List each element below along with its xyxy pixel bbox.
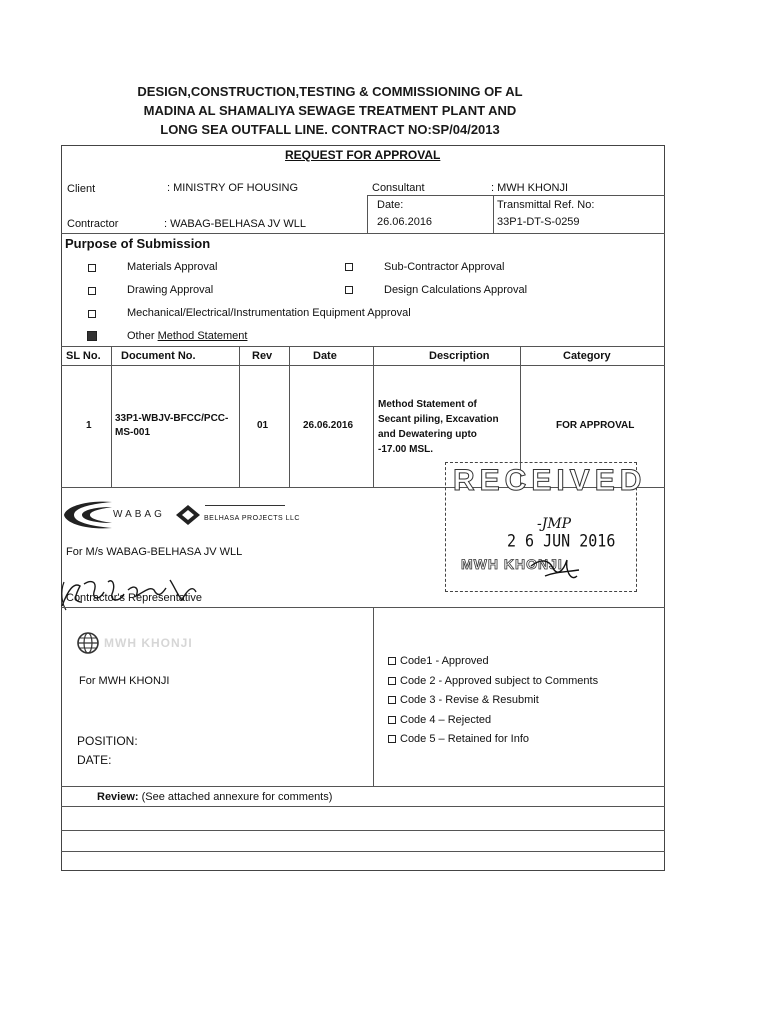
code-5-checkbox[interactable] — [388, 735, 396, 743]
code-2-checkbox[interactable] — [388, 677, 396, 685]
desc-line-4: -17.00 MSL. — [378, 444, 434, 455]
stamp-signature — [527, 546, 587, 586]
consultant-date-label: DATE: — [77, 753, 112, 767]
stamp-received-text: RECEIVED — [453, 464, 647, 497]
purpose-heading: Purpose of Submission — [65, 236, 211, 251]
cell-doc-no — [115, 412, 228, 440]
code-5-label: Code 5 – Retained for Info — [400, 733, 530, 746]
code-2-label: Code 2 - Approved subject to Comments — [400, 674, 599, 687]
cell-date: 26.06.2016 — [303, 420, 354, 431]
divider — [61, 346, 665, 347]
date-label: Date: — [377, 199, 404, 211]
title-line-1: DESIGN,CONSTRUCTION,TESTING & COMMISSIONING OF AL — [137, 84, 523, 99]
position-label: POSITION: — [77, 734, 138, 748]
divider — [367, 195, 368, 233]
divider — [367, 195, 665, 196]
doc-no-line-1: 33P1-WBJV-BFCC/PCC- — [115, 413, 229, 424]
review-line — [97, 791, 332, 803]
code-4-option[interactable] — [388, 711, 598, 731]
title-line-3: LONG SEA OUTFALL LINE. CONTRACT NO:SP/04/2013 — [160, 122, 500, 137]
wabag-swoosh-logo — [60, 498, 118, 532]
code-1-checkbox[interactable] — [388, 657, 396, 665]
materials-checkbox[interactable] — [88, 264, 96, 272]
col-header-category: Category — [563, 350, 611, 362]
consultant-label: Consultant — [372, 182, 425, 194]
divider — [61, 607, 665, 608]
cell-category: FOR APPROVAL — [556, 420, 635, 431]
contractor-value: : WABAG-BELHASA JV WLL — [164, 218, 307, 230]
code-4-checkbox[interactable] — [388, 716, 396, 724]
review-note: (See attached annexure for comments) — [141, 791, 333, 803]
mwh-globe-icon — [77, 632, 99, 654]
design-calc-checkbox[interactable] — [345, 286, 353, 294]
approval-codes-list — [388, 652, 598, 750]
code-3-option[interactable] — [388, 691, 598, 711]
divider — [239, 346, 240, 487]
stamp-date: 2 6 JUN 2016 — [507, 531, 616, 551]
code-1-label: Code1 - Approved — [400, 655, 489, 667]
belhasa-logo-text: BELHASA PROJECTS LLC — [204, 515, 300, 522]
code-1-option[interactable] — [388, 652, 598, 672]
client-value: : MINISTRY OF HOUSING — [167, 182, 298, 194]
desc-line-2: Secant piling, Excavation — [378, 414, 499, 425]
divider — [61, 233, 665, 234]
subcontractor-checkbox[interactable] — [345, 263, 353, 271]
transmittal-label: Transmittal Ref. No: — [497, 199, 595, 211]
form-title: REQUEST FOR APPROVAL — [285, 148, 441, 162]
code-2-option[interactable] — [388, 672, 598, 692]
divider — [373, 607, 374, 786]
divider — [61, 851, 665, 852]
received-stamp — [441, 458, 647, 592]
mei-checkbox[interactable] — [88, 310, 96, 318]
drawing-checkbox[interactable] — [88, 287, 96, 295]
design-calc-label: Design Calculations Approval — [384, 284, 528, 296]
col-header-date: Date — [313, 350, 337, 362]
transmittal-value: 33P1-DT-S-0259 — [497, 216, 580, 228]
divider — [373, 346, 374, 487]
other-text: Other — [127, 330, 155, 342]
code-3-label: Code 3 - Revise & Resubmit — [400, 694, 539, 707]
desc-line-3: and Dewatering upto — [378, 429, 477, 440]
belhasa-diamond-logo — [175, 504, 201, 526]
review-label: Review: — [97, 791, 139, 803]
other-checkbox-checked[interactable] — [87, 331, 97, 341]
doc-no-line-2: MS-001 — [115, 427, 151, 438]
divider — [61, 830, 665, 831]
contractor-label: Contractor — [67, 218, 119, 230]
col-header-sl: SL No. — [66, 350, 101, 362]
drawing-label: Drawing Approval — [127, 284, 214, 296]
belhasa-logo-rule — [205, 505, 285, 506]
document-title — [60, 82, 600, 139]
client-label: Client — [67, 183, 96, 195]
code-4-label: Code 4 – Rejected — [400, 713, 492, 726]
subcontractor-label: Sub-Contractor Approval — [384, 261, 505, 273]
code-5-option[interactable] — [388, 730, 598, 750]
desc-line-1: Method Statement of — [378, 399, 477, 410]
divider — [289, 346, 290, 487]
divider — [493, 195, 494, 233]
divider — [61, 786, 665, 787]
materials-label: Materials Approval — [127, 261, 218, 273]
title-line-2: MADINA AL SHAMALIYA SEWAGE TREATMENT PLANT AND — [143, 103, 517, 118]
col-header-rev: Rev — [252, 350, 273, 362]
consultant-for-line: For MWH KHONJI — [79, 675, 170, 687]
consultant-value: : MWH KHONJI — [491, 182, 568, 194]
mei-label: Mechanical/Electrical/Instrumentation Equipment Approval — [127, 307, 411, 319]
date-value: 26.06.2016 — [377, 216, 433, 228]
wabag-logo-text: WABAG — [113, 509, 165, 520]
col-header-doc-no: Document No. — [121, 350, 196, 362]
contractor-rep-label: Contractor's Representative — [66, 592, 202, 604]
col-header-description: Description — [429, 350, 490, 362]
mwh-logo-text: MWH KHONJI — [104, 636, 193, 650]
divider — [111, 346, 112, 487]
code-3-checkbox[interactable] — [388, 696, 396, 704]
cell-description — [378, 397, 499, 457]
contractor-for-line: For M/s WABAG-BELHASA JV WLL — [66, 546, 243, 558]
cell-sl: 1 — [86, 420, 92, 431]
stamp-initials: -JMP — [537, 516, 572, 532]
other-label — [127, 330, 247, 342]
other-value: Method Statement — [157, 330, 248, 342]
divider — [61, 365, 665, 366]
cell-rev: 01 — [257, 420, 269, 431]
stamp-company: MWH KHONJI — [461, 556, 563, 572]
divider — [61, 806, 665, 807]
